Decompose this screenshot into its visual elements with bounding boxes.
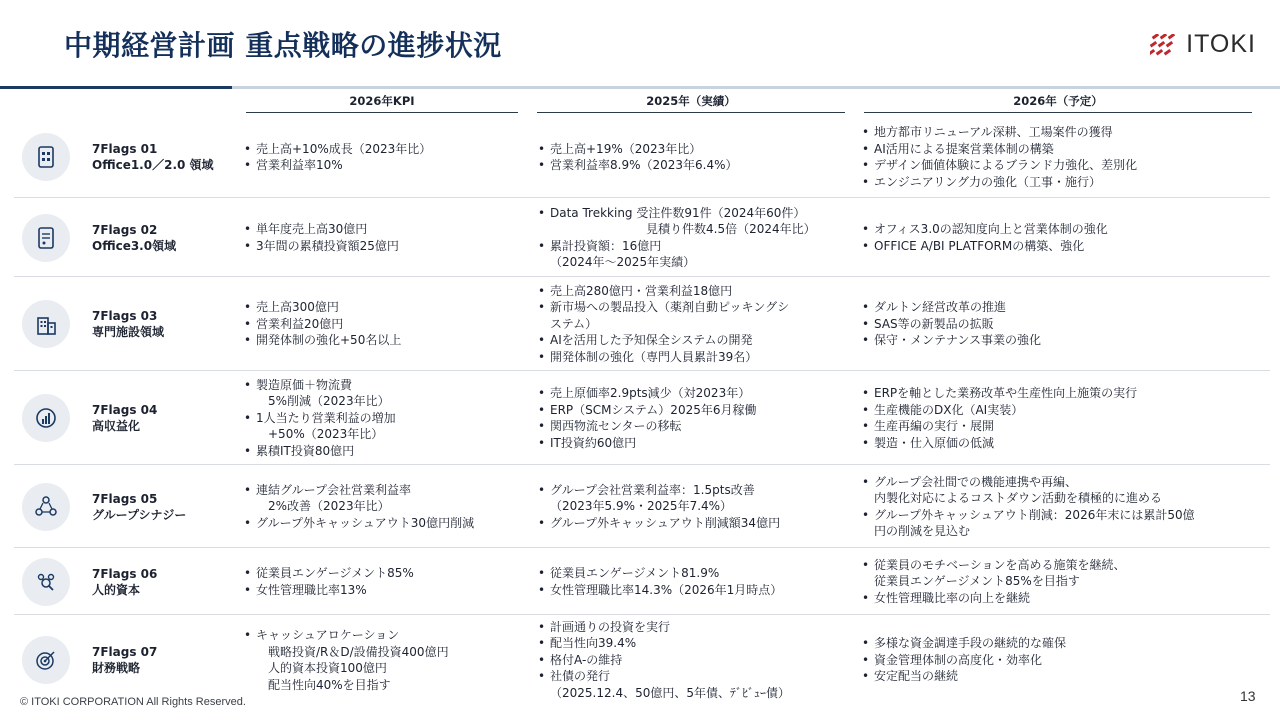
- table-row: [14, 465, 1270, 548]
- list-item: [856, 635, 1256, 652]
- page-title: 中期経営計画 重点戦略の進捗状況: [64, 29, 502, 62]
- list-item-line: • 営業利益率10%: [256, 158, 343, 172]
- list-item-line: • ERP（SCMシステム）2025年6月稼働: [550, 402, 757, 417]
- logo-text: ITOKI: [1186, 30, 1256, 58]
- list-item-line: 内製化対応によるコストダウン活動を積極的に進める: [874, 491, 1163, 505]
- list-item: [856, 590, 1256, 607]
- flag-number: 7Flags 03: [92, 309, 158, 323]
- bullet-list: [532, 283, 850, 366]
- logo-mark-icon: [1150, 34, 1180, 56]
- list-item-line: • Data Trekking 受注件数91件（2024年60件）: [550, 205, 806, 220]
- bullet-list: [532, 205, 850, 271]
- kpi-cell: [238, 116, 523, 198]
- table-row: [14, 548, 1270, 615]
- list-item-line: • 多様な資金調達手段の継続的な確保: [874, 636, 1067, 651]
- list-item-line: • 従業員のモチベーションを高める施策を継続、: [874, 557, 1126, 572]
- header-divider-accent: [0, 86, 232, 89]
- list-item: [856, 652, 1256, 669]
- list-item-line: • ダルトン経営改革の推進: [874, 300, 1007, 315]
- bullet-list: [532, 565, 850, 598]
- flag-name: 高収益化: [92, 419, 141, 433]
- bullet-list: [856, 557, 1256, 607]
- list-item: [856, 174, 1256, 191]
- row-label: [92, 222, 176, 254]
- list-item-line: • 営業利益率8.9%（2023年6.4%）: [550, 158, 738, 172]
- kpi-cell: [238, 548, 523, 615]
- list-item-line: • 生産機能のDX化（AI実装）: [874, 402, 1024, 417]
- list-item-line: • 従業員エンゲージメント85%: [256, 566, 414, 580]
- list-item-line: • AIを活用した予知保全システムの開発: [550, 333, 753, 348]
- list-item: [532, 205, 850, 238]
- list-item: [532, 482, 850, 515]
- list-item-line: • 売上高280億円・営業利益18億円: [550, 283, 733, 298]
- list-item: [532, 238, 850, 271]
- list-item-line: （2024年～2025年実績）: [550, 255, 696, 269]
- list-item: [238, 443, 523, 460]
- list-item: [238, 157, 523, 174]
- bullet-list: [532, 619, 850, 702]
- list-item: [856, 221, 1256, 238]
- list-item: [238, 627, 523, 693]
- list-item-line: • 新市場への製品投入（薬剤自動ピッキングシ: [550, 300, 790, 315]
- actual-cell: [532, 198, 850, 277]
- table-row: [14, 615, 1270, 705]
- list-item-line: • 女性管理職比率の向上を継続: [874, 590, 1031, 605]
- list-item-line: • 関西物流センターの移転: [550, 419, 682, 433]
- list-item-line: • 格付A-の維持: [550, 652, 623, 667]
- flag-name: Office1.0／2.0 領域: [92, 158, 214, 172]
- list-item-line: • 計画通りの投資を実行: [550, 619, 671, 634]
- list-item-line: • 売上原価率2.9pts減少（対2023年）: [550, 386, 751, 400]
- list-item-line: • 1人当たり営業利益の増加: [256, 410, 396, 425]
- bullet-list: [856, 124, 1256, 190]
- bullet-list: [856, 385, 1256, 451]
- plan-cell: [856, 116, 1256, 198]
- plan-cell: [856, 615, 1256, 705]
- list-item-line: • 保守・メンテナンス事業の強化: [874, 333, 1042, 348]
- list-item-line: 配当性向40%を目指す: [256, 677, 391, 692]
- list-item-line: • 累積IT投資80億円: [256, 443, 355, 458]
- column-header-kpi: 2026年KPI: [246, 93, 518, 113]
- list-item: [856, 402, 1256, 419]
- list-item-line: 見積り件数4.5倍（2024年比）: [550, 222, 816, 236]
- bullet-list: [238, 482, 523, 532]
- row-label: [92, 141, 214, 173]
- building-document-icon: [22, 133, 70, 181]
- list-item: [238, 316, 523, 333]
- table-row: [14, 371, 1270, 465]
- row-label: [92, 644, 157, 676]
- actual-cell: [532, 371, 850, 465]
- list-item: [238, 299, 523, 316]
- bullet-list: [238, 141, 523, 174]
- list-item: [856, 238, 1256, 255]
- list-item: [856, 299, 1256, 316]
- list-item: [532, 582, 850, 599]
- flag-name: Office3.0領域: [92, 239, 177, 253]
- list-item-line: • 売上高300億円: [256, 300, 339, 315]
- list-item-line: • 生産再編の実行・展開: [874, 419, 995, 433]
- list-item-line: • 売上高+19%（2023年比）: [550, 141, 702, 156]
- list-item-line: • グループ会社営業利益率：1.5pts改善: [550, 482, 755, 497]
- target-icon: [22, 636, 70, 684]
- list-item-line: • グループ外キャッシュアウト30億円削減: [256, 515, 475, 530]
- list-item: [856, 332, 1256, 349]
- table-row: [14, 198, 1270, 277]
- list-item: [856, 124, 1256, 141]
- list-item-line: • 安定配当の継続: [874, 669, 959, 684]
- list-item: [532, 349, 850, 366]
- list-item-line: • 営業利益20億円: [256, 316, 344, 331]
- list-item-line: • SAS等の新製品の拡販: [874, 316, 994, 331]
- list-item-line: • 売上高+10%成長（2023年比）: [256, 141, 432, 156]
- list-item: [238, 515, 523, 532]
- actual-cell: [532, 277, 850, 371]
- list-item: [238, 332, 523, 349]
- bullet-list: [238, 627, 523, 693]
- list-item: [856, 668, 1256, 685]
- list-item: [856, 385, 1256, 402]
- list-item: [856, 474, 1256, 507]
- actual-cell: [532, 615, 850, 705]
- list-item-line: 従業員エンゲージメント85%を目指す: [874, 574, 1080, 589]
- people-search-icon: [22, 558, 70, 606]
- list-item-line: • 製造・仕入原価の低減: [874, 435, 995, 450]
- list-item: [238, 410, 523, 443]
- list-item: [532, 283, 850, 300]
- list-item: [532, 385, 850, 402]
- row-label: [92, 491, 186, 523]
- list-item-line: • IT投資約60億円: [550, 435, 637, 450]
- list-item-line: • 製造原価＋物流費: [256, 377, 353, 392]
- list-item: [856, 507, 1256, 540]
- list-item: [238, 221, 523, 238]
- list-item: [238, 582, 523, 599]
- plan-cell: [856, 548, 1256, 615]
- table-row: [14, 277, 1270, 371]
- flag-name: 財務戦略: [92, 661, 141, 675]
- plan-cell: [856, 371, 1256, 465]
- list-item: [238, 238, 523, 255]
- list-item-line: 円の削減を見込む: [874, 524, 971, 538]
- list-item-line: • 連結グループ会社営業利益率: [256, 482, 412, 497]
- list-item: [238, 141, 523, 158]
- list-item: [532, 435, 850, 452]
- plan-cell: [856, 198, 1256, 277]
- plan-cell: [856, 277, 1256, 371]
- flag-number: 7Flags 01: [92, 142, 158, 156]
- page-number: 13: [1240, 688, 1256, 704]
- actual-cell: [532, 465, 850, 548]
- list-item-line: • 単年度売上高30億円: [256, 222, 368, 236]
- list-item-line: • ERPを軸とした業務改革や生産性向上施策の実行: [874, 386, 1138, 400]
- row-label: [92, 402, 157, 434]
- list-item-line: • グループ会社間での機能連携や再編、: [874, 474, 1078, 489]
- kpi-cell: [238, 198, 523, 277]
- list-item: [532, 141, 850, 158]
- list-item-line: 戦略投資/R＆D/設備投資400億円: [256, 644, 449, 659]
- list-item-line: • 地方都市リニューアル深耕、工場案件の獲得: [874, 125, 1113, 139]
- flag-name: グループシナジー: [92, 508, 187, 522]
- bullet-list: [856, 635, 1256, 685]
- flag-number: 7Flags 06: [92, 567, 158, 581]
- bullet-list: [532, 141, 850, 174]
- list-item-line: （2023年5.9%・2025年7.4%）: [550, 499, 733, 514]
- flag-name: 専門施設領域: [92, 325, 165, 339]
- list-item-line: • エンジニアリング力の強化（工事・施行）: [874, 174, 1101, 189]
- bullet-list: [238, 299, 523, 349]
- list-item-line: • 従業員エンゲージメント81.9%: [550, 566, 720, 580]
- group-network-icon: [22, 483, 70, 531]
- kpi-cell: [238, 371, 523, 465]
- list-item-line: • オフィス3.0の認知度向上と営業体制の強化: [874, 222, 1108, 236]
- column-header-actual: 2025年（実績）: [537, 93, 845, 113]
- list-item: [856, 141, 1256, 158]
- list-item-line: • キャッシュアロケーション: [256, 628, 400, 642]
- plan-cell: [856, 465, 1256, 548]
- list-item: [532, 515, 850, 532]
- flag-number: 7Flags 04: [92, 403, 158, 417]
- list-item-line: • OFFICE A/BI PLATFORMの構築、強化: [874, 238, 1085, 253]
- list-item-line: • 女性管理職比率13%: [256, 582, 367, 597]
- company-logo: [1150, 30, 1256, 59]
- list-item-line: • デザイン価値体験によるブランド力強化、差別化: [874, 158, 1138, 172]
- list-item-line: ステム）: [550, 316, 598, 331]
- bullet-list: [238, 565, 523, 598]
- list-item: [532, 402, 850, 419]
- list-item: [856, 557, 1256, 590]
- list-item-line: • 社債の発行: [550, 669, 611, 684]
- list-item-line: （2025.12.4、50億円、5年債、ﾃﾞﾋﾞｭｰ債）: [550, 685, 790, 700]
- list-item: [532, 157, 850, 174]
- list-item-line: • AI活用による提案営業体制の構築: [874, 141, 1054, 156]
- list-item-line: 人的資本投資100億円: [256, 661, 387, 675]
- bullet-list: [532, 482, 850, 532]
- list-item-line: • 配当性向39.4%: [550, 636, 637, 651]
- list-item: [532, 565, 850, 582]
- list-item: [532, 635, 850, 652]
- kpi-cell: [238, 277, 523, 371]
- list-item-line: • グループ外キャッシュアウト削減額34億円: [550, 515, 781, 530]
- actual-cell: [532, 116, 850, 198]
- copyright: © ITOKI CORPORATION All Rights Reserved.: [20, 696, 246, 708]
- list-item: [532, 652, 850, 669]
- row-label: [92, 308, 164, 340]
- list-item-line: • 累計投資額：16億円: [550, 238, 662, 253]
- list-item-line: • 資金管理体制の高度化・効率化: [874, 652, 1043, 667]
- actual-cell: [532, 548, 850, 615]
- list-item: [532, 619, 850, 636]
- list-item: [856, 418, 1256, 435]
- list-item: [532, 299, 850, 332]
- list-item: [856, 316, 1256, 333]
- bullet-list: [856, 299, 1256, 349]
- flag-number: 7Flags 05: [92, 492, 158, 506]
- list-item: [532, 418, 850, 435]
- bullet-list: [238, 377, 523, 460]
- list-item-line: 5%削減（2023年比）: [256, 394, 390, 409]
- document-icon: [22, 214, 70, 262]
- list-item-line: • 3年間の累積投資額25億円: [256, 238, 399, 253]
- kpi-cell: [238, 615, 523, 705]
- bullet-list: [856, 474, 1256, 540]
- list-item: [532, 332, 850, 349]
- facility-building-icon: [22, 300, 70, 348]
- list-item: [532, 668, 850, 701]
- column-header-plan: 2026年（予定）: [864, 93, 1252, 113]
- list-item-line: • 開発体制の強化（専門人員累計39名）: [550, 349, 758, 364]
- list-item-line: • グループ外キャッシュアウト削減：2026年末には累計50億: [874, 507, 1195, 522]
- list-item: [856, 435, 1256, 452]
- list-item-line: +50%（2023年比）: [256, 427, 384, 442]
- flag-number: 7Flags 07: [92, 645, 158, 659]
- list-item-line: 2%改善（2023年比）: [256, 499, 390, 514]
- bullet-list: [238, 221, 523, 254]
- table-row: [14, 116, 1270, 198]
- list-item: [238, 482, 523, 515]
- list-item-line: • 開発体制の強化+50名以上: [256, 333, 402, 348]
- kpi-cell: [238, 465, 523, 548]
- list-item: [238, 565, 523, 582]
- flag-name: 人的資本: [92, 583, 141, 597]
- list-item-line: • 女性管理職比率14.3%（2026年1月時点）: [550, 582, 783, 597]
- list-item: [856, 157, 1256, 174]
- bullet-list: [532, 385, 850, 451]
- growth-chart-icon: [22, 394, 70, 442]
- list-item: [238, 377, 523, 410]
- bullet-list: [856, 221, 1256, 254]
- row-label: [92, 566, 157, 598]
- flag-number: 7Flags 02: [92, 223, 158, 237]
